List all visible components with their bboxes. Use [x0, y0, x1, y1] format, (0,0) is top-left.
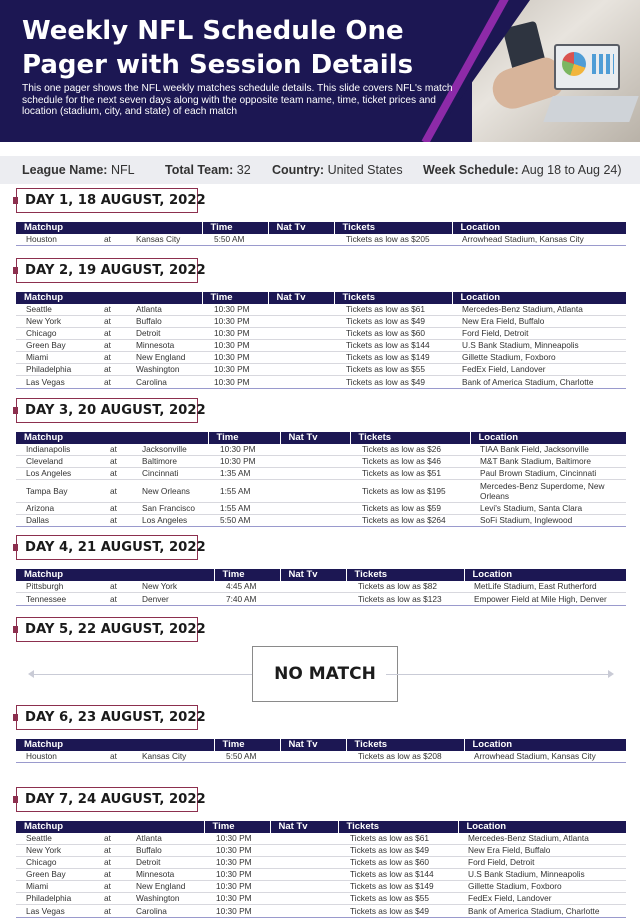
stadium-location: Arrowhead Stadium, Kansas City	[452, 234, 626, 246]
header-banner	[0, 0, 640, 142]
national-tv	[280, 456, 350, 468]
opponent-team: Minnesota	[126, 869, 204, 881]
keyboard	[543, 96, 638, 122]
at-separator: at	[98, 456, 132, 468]
column-header-spacer	[98, 569, 132, 581]
national-tv	[280, 480, 350, 503]
home-team: Houston	[16, 751, 98, 763]
column-header-tickets: Tickets	[346, 739, 464, 751]
column-header-matchup: Matchup	[16, 292, 92, 304]
national-tv	[268, 376, 334, 389]
at-separator: at	[92, 376, 126, 389]
at-separator: at	[98, 593, 132, 606]
table-header-row	[16, 821, 626, 833]
ticket-price: Tickets as low as $144	[338, 869, 458, 881]
home-team: Seattle	[16, 304, 92, 316]
home-team: New York	[16, 316, 92, 328]
home-team: Tennessee	[16, 593, 98, 606]
table-row	[16, 893, 626, 905]
ticket-price: Tickets as low as $208	[346, 751, 464, 763]
column-header-location: Location	[452, 292, 626, 304]
opponent-team: Minnesota	[126, 340, 202, 352]
match-time: 10:30 PM	[204, 857, 270, 869]
bar-chart-icon	[592, 54, 614, 74]
match-time: 1:55 AM	[208, 503, 280, 515]
column-header-location: Location	[464, 569, 626, 581]
national-tv	[268, 340, 334, 352]
ticket-price: Tickets as low as $144	[334, 340, 452, 352]
column-header-nattv: Nat Tv	[280, 739, 346, 751]
national-tv	[270, 893, 338, 905]
column-header-nattv: Nat Tv	[280, 569, 346, 581]
ticket-price: Tickets as low as $49	[338, 905, 458, 918]
column-header-nattv: Nat Tv	[270, 821, 338, 833]
schedule-table	[16, 821, 626, 918]
column-header-tickets: Tickets	[350, 432, 470, 444]
stadium-location: Ford Field, Detroit	[458, 857, 626, 869]
ticket-price: Tickets as low as $123	[346, 593, 464, 606]
at-separator: at	[92, 845, 126, 857]
stadium-location: Arrowhead Stadium, Kansas City	[464, 751, 626, 763]
at-separator: at	[98, 503, 132, 515]
stadium-location: FedEx Field, Landover	[452, 364, 626, 376]
opponent-team: New York	[132, 581, 214, 593]
stadium-location: U.S Bank Stadium, Minneapolis	[458, 869, 626, 881]
stadium-location: Mercedes-Benz Stadium, Atlanta	[452, 304, 626, 316]
table-row	[16, 304, 626, 316]
national-tv	[270, 905, 338, 918]
league-info-bar	[0, 156, 640, 184]
match-time: 4:45 AM	[214, 581, 280, 593]
table-header-row	[16, 739, 626, 751]
table-row	[16, 328, 626, 340]
match-time: 1:35 AM	[208, 468, 280, 480]
match-time: 1:55 AM	[208, 480, 280, 503]
ticket-price: Tickets as low as $149	[338, 881, 458, 893]
table-row	[16, 503, 626, 515]
stadium-location: Bank of America Stadium, Charlotte	[452, 376, 626, 389]
table-header-row	[16, 222, 626, 234]
at-separator: at	[98, 581, 132, 593]
ticket-price: Tickets as low as $59	[350, 503, 470, 515]
no-match-banner	[28, 646, 614, 702]
at-separator: at	[92, 857, 126, 869]
column-header-time: Time	[208, 432, 280, 444]
home-team: Las Vegas	[16, 376, 92, 389]
table-header-row	[16, 292, 626, 304]
column-header-time: Time	[202, 222, 268, 234]
match-time: 10:30 PM	[204, 881, 270, 893]
column-header-time: Time	[204, 821, 270, 833]
league-name-label: League Name:	[22, 163, 108, 177]
at-separator: at	[92, 869, 126, 881]
column-header-matchup: Matchup	[16, 569, 98, 581]
table-row	[16, 515, 626, 527]
column-header-time: Time	[214, 569, 280, 581]
at-separator: at	[98, 468, 132, 480]
schedule-table	[16, 569, 626, 606]
national-tv	[280, 468, 350, 480]
ticket-price: Tickets as low as $55	[334, 364, 452, 376]
schedule-table	[16, 292, 626, 389]
match-time: 10:30 PM	[202, 328, 268, 340]
total-teams-label: Total Team:	[165, 163, 234, 177]
national-tv	[280, 593, 346, 606]
stadium-location: SoFi Stadium, Inglewood	[470, 515, 626, 527]
column-header-location: Location	[458, 821, 626, 833]
at-separator: at	[92, 833, 126, 845]
home-team: Green Bay	[16, 869, 92, 881]
opponent-team: Denver	[132, 593, 214, 606]
stadium-location: Empower Field at Mile High, Denver	[464, 593, 626, 606]
table-row	[16, 751, 626, 763]
opponent-team: San Francisco	[132, 503, 208, 515]
opponent-team: Baltimore	[132, 456, 208, 468]
column-header-spacer	[92, 821, 126, 833]
arrow-right-icon	[608, 670, 614, 678]
column-header-spacer	[126, 222, 202, 234]
stadium-location: New Era Field, Buffalo	[458, 845, 626, 857]
match-time: 10:30 PM	[202, 352, 268, 364]
column-header-spacer	[98, 739, 132, 751]
ticket-price: Tickets as low as $61	[338, 833, 458, 845]
country-label: Country:	[272, 163, 325, 177]
match-time: 5:50 AM	[208, 515, 280, 527]
match-time: 10:30 PM	[204, 845, 270, 857]
at-separator: at	[92, 893, 126, 905]
home-team: Indianapolis	[16, 444, 98, 456]
at-separator: at	[92, 881, 126, 893]
total-teams	[165, 163, 251, 177]
match-time: 10:30 PM	[208, 456, 280, 468]
opponent-team: New England	[126, 352, 202, 364]
day-heading: DAY 5, 22 AUGUST, 2022	[16, 617, 198, 642]
day-heading: DAY 6, 23 AUGUST, 2022	[16, 705, 198, 730]
column-header-spacer	[132, 569, 214, 581]
column-header-spacer	[126, 292, 202, 304]
stadium-location: FedEx Field, Landover	[458, 893, 626, 905]
column-header-matchup: Matchup	[16, 432, 98, 444]
ticket-price: Tickets as low as $82	[346, 581, 464, 593]
match-time: 10:30 PM	[204, 905, 270, 918]
day-heading: DAY 4, 21 AUGUST, 2022	[16, 535, 198, 560]
divider-line	[32, 674, 256, 675]
opponent-team: New England	[126, 881, 204, 893]
column-header-tickets: Tickets	[334, 292, 452, 304]
table-header-row	[16, 569, 626, 581]
schedule-table	[16, 222, 626, 246]
table-row	[16, 881, 626, 893]
opponent-team: Kansas City	[126, 234, 202, 246]
national-tv	[268, 364, 334, 376]
ticket-price: Tickets as low as $264	[350, 515, 470, 527]
stadium-location: Paul Brown Stadium, Cincinnati	[470, 468, 626, 480]
column-header-location: Location	[464, 739, 626, 751]
column-header-tickets: Tickets	[338, 821, 458, 833]
national-tv	[268, 352, 334, 364]
home-team: Miami	[16, 881, 92, 893]
column-header-nattv: Nat Tv	[280, 432, 350, 444]
day-heading: DAY 7, 24 AUGUST, 2022	[16, 787, 198, 812]
stadium-location: Mercedes-Benz Stadium, Atlanta	[458, 833, 626, 845]
ticket-price: Tickets as low as $149	[334, 352, 452, 364]
table-row	[16, 376, 626, 389]
column-header-tickets: Tickets	[334, 222, 452, 234]
home-team: Miami	[16, 352, 92, 364]
home-team: Los Angeles	[16, 468, 98, 480]
ticket-price: Tickets as low as $60	[338, 857, 458, 869]
schedule-table	[16, 739, 626, 763]
table-row	[16, 581, 626, 593]
league-name	[22, 163, 135, 177]
match-time: 10:30 PM	[202, 340, 268, 352]
column-header-spacer	[132, 739, 214, 751]
at-separator: at	[92, 234, 126, 246]
table-row	[16, 593, 626, 606]
opponent-team: Buffalo	[126, 845, 204, 857]
column-header-spacer	[126, 821, 204, 833]
home-team: Pittsburgh	[16, 581, 98, 593]
national-tv	[268, 316, 334, 328]
national-tv	[270, 881, 338, 893]
home-team: Arizona	[16, 503, 98, 515]
column-header-matchup: Matchup	[16, 821, 92, 833]
home-team: Green Bay	[16, 340, 92, 352]
table-row	[16, 340, 626, 352]
opponent-team: Atlanta	[126, 833, 204, 845]
column-header-spacer	[98, 432, 132, 444]
column-header-location: Location	[452, 222, 626, 234]
ticket-price: Tickets as low as $49	[334, 376, 452, 389]
match-time: 10:30 PM	[202, 364, 268, 376]
table-row	[16, 364, 626, 376]
opponent-team: Detroit	[126, 328, 202, 340]
column-header-spacer	[92, 222, 126, 234]
week-schedule-value: Aug 18 to Aug 24)	[521, 163, 622, 177]
match-time: 10:30 PM	[204, 869, 270, 881]
column-header-time: Time	[214, 739, 280, 751]
stadium-location: Gillette Stadium, Foxboro	[458, 881, 626, 893]
stadium-location: M&T Bank Stadium, Baltimore	[470, 456, 626, 468]
at-separator: at	[98, 444, 132, 456]
column-header-time: Time	[202, 292, 268, 304]
ticket-price: Tickets as low as $55	[338, 893, 458, 905]
national-tv	[270, 833, 338, 845]
table-row	[16, 480, 626, 503]
national-tv	[270, 857, 338, 869]
home-team: Houston	[16, 234, 92, 246]
divider-line	[386, 674, 610, 675]
match-time: 10:30 PM	[202, 304, 268, 316]
opponent-team: Los Angeles	[132, 515, 208, 527]
day-heading: DAY 2, 19 AUGUST, 2022	[16, 258, 198, 283]
home-team: Chicago	[16, 328, 92, 340]
match-time: 10:30 PM	[204, 893, 270, 905]
opponent-team: Carolina	[126, 376, 202, 389]
ticket-price: Tickets as low as $51	[350, 468, 470, 480]
country-value: United States	[327, 163, 403, 177]
home-team: Philadelphia	[16, 893, 92, 905]
schedule-table	[16, 432, 626, 527]
national-tv	[270, 845, 338, 857]
stadium-location: TIAA Bank Field, Jacksonville	[470, 444, 626, 456]
at-separator: at	[92, 352, 126, 364]
at-separator: at	[92, 905, 126, 918]
table-row	[16, 234, 626, 246]
table-row	[16, 316, 626, 328]
ticket-price: Tickets as low as $195	[350, 480, 470, 503]
match-time: 7:40 AM	[214, 593, 280, 606]
opponent-team: Washington	[126, 893, 204, 905]
opponent-team: Carolina	[126, 905, 204, 918]
ticket-price: Tickets as low as $205	[334, 234, 452, 246]
ticket-price: Tickets as low as $46	[350, 456, 470, 468]
country	[272, 163, 403, 177]
ticket-price: Tickets as low as $49	[334, 316, 452, 328]
match-time: 5:50 AM	[202, 234, 268, 246]
match-time: 10:30 PM	[204, 833, 270, 845]
opponent-team: New Orleans	[132, 480, 208, 503]
opponent-team: Jacksonville	[132, 444, 208, 456]
table-row	[16, 456, 626, 468]
column-header-location: Location	[470, 432, 626, 444]
at-separator: at	[92, 316, 126, 328]
column-header-matchup: Matchup	[16, 739, 98, 751]
national-tv	[268, 328, 334, 340]
national-tv	[280, 581, 346, 593]
column-header-spacer	[132, 432, 208, 444]
national-tv	[280, 503, 350, 515]
table-row	[16, 468, 626, 480]
table-row	[16, 869, 626, 881]
national-tv	[268, 234, 334, 246]
ticket-price: Tickets as low as $61	[334, 304, 452, 316]
opponent-team: Kansas City	[132, 751, 214, 763]
table-row	[16, 444, 626, 456]
page-description: This one pager shows the NFL weekly matches schedule details. This slide covers NFL's match schedule for the next seven days along with the opposite team name, time, ticket prices and location (stadium, city, and state) of each match	[22, 83, 453, 118]
at-separator: at	[92, 328, 126, 340]
league-name-value: NFL	[110, 163, 135, 177]
at-separator: at	[92, 364, 126, 376]
opponent-team: Atlanta	[126, 304, 202, 316]
national-tv	[280, 751, 346, 763]
national-tv	[270, 869, 338, 881]
column-header-spacer	[92, 292, 126, 304]
match-time: 5:50 AM	[214, 751, 280, 763]
stadium-location: New Era Field, Buffalo	[452, 316, 626, 328]
opponent-team: Washington	[126, 364, 202, 376]
opponent-team: Buffalo	[126, 316, 202, 328]
page-title: Weekly NFL Schedule One Pager with Session Details	[22, 16, 414, 80]
table-header-row	[16, 432, 626, 444]
ticket-price: Tickets as low as $26	[350, 444, 470, 456]
pie-chart-icon	[562, 52, 586, 76]
match-time: 10:30 PM	[202, 316, 268, 328]
week-schedule	[423, 163, 622, 177]
table-row	[16, 352, 626, 364]
home-team: Las Vegas	[16, 905, 92, 918]
table-row	[16, 857, 626, 869]
stadium-location: U.S Bank Stadium, Minneapolis	[452, 340, 626, 352]
column-header-matchup: Matchup	[16, 222, 92, 234]
home-team: Cleveland	[16, 456, 98, 468]
match-time: 10:30 PM	[208, 444, 280, 456]
stadium-location: Bank of America Stadium, Charlotte	[458, 905, 626, 918]
column-header-nattv: Nat Tv	[268, 292, 334, 304]
day-heading: DAY 1, 18 AUGUST, 2022	[16, 188, 198, 213]
opponent-team: Detroit	[126, 857, 204, 869]
table-row	[16, 905, 626, 918]
national-tv	[280, 444, 350, 456]
ticket-price: Tickets as low as $60	[334, 328, 452, 340]
column-header-tickets: Tickets	[346, 569, 464, 581]
at-separator: at	[92, 340, 126, 352]
stadium-location: MetLife Stadium, East Rutherford	[464, 581, 626, 593]
national-tv	[268, 304, 334, 316]
home-team: Philadelphia	[16, 364, 92, 376]
ticket-price: Tickets as low as $49	[338, 845, 458, 857]
table-row	[16, 845, 626, 857]
no-match-label: NO MATCH	[252, 646, 398, 702]
opponent-team: Cincinnati	[132, 468, 208, 480]
match-time: 10:30 PM	[202, 376, 268, 389]
home-team: Chicago	[16, 857, 92, 869]
national-tv	[280, 515, 350, 527]
at-separator: at	[98, 480, 132, 503]
column-header-nattv: Nat Tv	[268, 222, 334, 234]
stadium-location: Gillette Stadium, Foxboro	[452, 352, 626, 364]
home-team: New York	[16, 845, 92, 857]
at-separator: at	[98, 515, 132, 527]
at-separator: at	[92, 304, 126, 316]
stadium-location: Mercedes-Benz Superdome, New Orleans	[470, 480, 626, 503]
day-heading: DAY 3, 20 AUGUST, 2022	[16, 398, 198, 423]
week-schedule-label: Week Schedule:	[423, 163, 519, 177]
stadium-location: Levi's Stadium, Santa Clara	[470, 503, 626, 515]
stadium-location: Ford Field, Detroit	[452, 328, 626, 340]
home-team: Dallas	[16, 515, 98, 527]
home-team: Seattle	[16, 833, 92, 845]
at-separator: at	[98, 751, 132, 763]
table-row	[16, 833, 626, 845]
home-team: Tampa Bay	[16, 480, 98, 503]
total-teams-value: 32	[236, 163, 251, 177]
